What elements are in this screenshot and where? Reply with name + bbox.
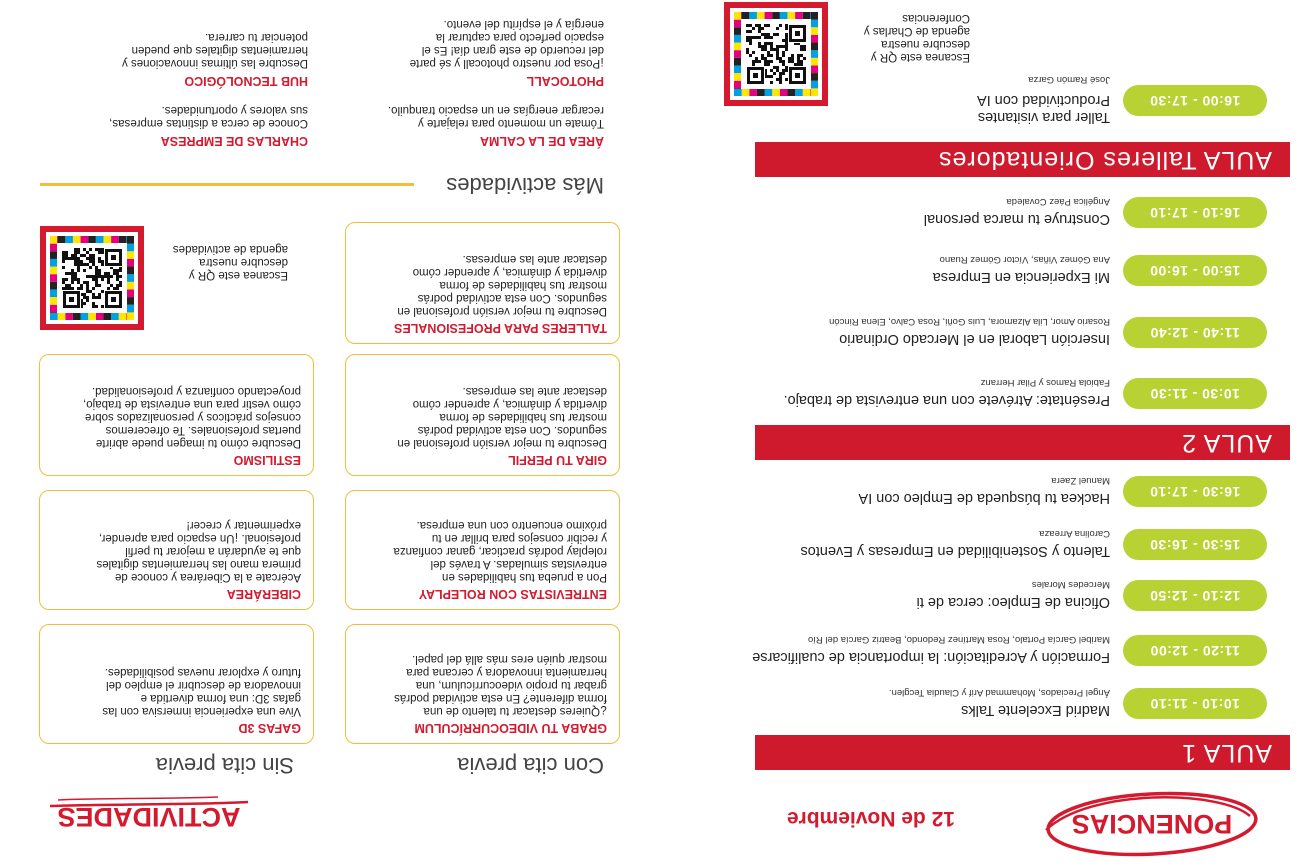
activity-title: GIRA TU PERFIL (508, 453, 607, 467)
activity-line: Descubre tu mejor versión profesional en (397, 437, 607, 449)
activity-line: Vive una experiencia inmersiva con las (102, 705, 301, 717)
mas-item-line: sus valores y oportunidades. (161, 104, 308, 116)
qr-caption-line: Escanea este QR y (188, 269, 288, 281)
activity-line: proyectando confianza y profesionalidad. (91, 385, 301, 397)
activity-line: destacar ante las empresas. (462, 253, 607, 265)
mas-item-charlas (38, 103, 308, 148)
talk-time: 11:20 - 12:00 (1123, 635, 1267, 666)
mas-item-line: potenciar tu carrera. (205, 31, 308, 43)
activity-line: cómo vestir para una entrevista de trabajo, (83, 398, 301, 410)
qr-caption-line: descubre nuestra (199, 256, 288, 268)
talk-time: 15:00 - 16:00 (1123, 255, 1267, 286)
talk-speakers: Ana Gómez Viñas, Víctor Gómez Ruano (939, 254, 1110, 265)
mas-item-line: Descubre las últimas innovaciones y (121, 57, 308, 69)
aula-talleres-header: AULA Talleres Orientadores (755, 142, 1290, 177)
ponencias-badge-text: PONENCIAS (1071, 809, 1233, 839)
talk-title: Taller para visitantes (977, 109, 1110, 125)
talk-title: Hackea tu búsqueda de Empleo con IA (858, 490, 1110, 506)
activity-line: profesional. ¡Un espacio para aprender, (98, 532, 301, 544)
mas-item-title: ÁREA DE LA CALMA (479, 134, 604, 148)
talk-speakers: José Ramón Garza (1028, 74, 1110, 85)
activity-title: CIBERÁREA (226, 587, 301, 601)
talk-time: 10:30 - 11:30 (1123, 378, 1267, 409)
actividades-title-text: ACTIVIDADES (57, 802, 241, 832)
mas-item-line: Tómate un momento para relajarte y (417, 117, 604, 129)
ponencias-badge (1042, 790, 1260, 860)
qr-code-ponencias[interactable] (724, 2, 828, 106)
activity-line: roleplay podrás practicar, ganar confianza (393, 545, 607, 557)
activity-line: segundos. Con esta actividad podrás (417, 424, 607, 436)
activity-line: innovadora de descubrir el empleo del (106, 679, 301, 691)
activity-line: Descubre tu mejor versión profesional en (397, 305, 607, 317)
talk-speakers: Mercedes Morales (1031, 579, 1110, 590)
talk-time: 16:00 - 17:30 (1123, 85, 1267, 116)
qr-caption-line: Conferencias (902, 12, 970, 24)
mas-item-line: recargar energías en un espacio tranquilo. (387, 104, 604, 116)
talk-speakers: Manuel Zaera (1051, 475, 1110, 486)
talk-speakers: Carolina Arreaza (1039, 528, 1110, 539)
talk-speakers: Maribel García Portalo, Rosa Martínez Redondo, Beatriz García del Río (807, 634, 1110, 645)
qr-caption-actividades (173, 242, 288, 281)
qr-caption-line: agenda de Charlas y (863, 25, 970, 37)
activity-line: que te ayudarán a mejorar tu perfil (125, 545, 301, 557)
activity-line: entrevistas simuladas. A través del (430, 558, 607, 570)
activity-line: divertida y dinámica, y aprender cómo (412, 266, 607, 278)
qr-icon (730, 8, 822, 100)
talk-time: 15:30 - 16:30 (1123, 529, 1267, 560)
sin-cita-heading: Sin cita previa (155, 753, 294, 778)
activity-line: primera mano las herramientas digitales (96, 558, 301, 570)
activity-line: mostrar tus habilidades de forma (439, 411, 607, 423)
aula-1-header: AULA 1 (755, 735, 1290, 770)
mas-item-line: Conoce de cerca a distintas empresas, (109, 117, 308, 129)
activity-card-estilismo (39, 354, 314, 476)
activity-card-videocurriculum (345, 624, 620, 744)
talk-time: 11:40 - 12:40 (1123, 317, 1267, 348)
talk-time: 16:10 - 17:10 (1123, 197, 1267, 228)
mas-item-line: ¡Posa por nuestro photocall y sé parte (409, 57, 604, 69)
aula-2-header: AULA 2 (755, 425, 1290, 460)
talk-title: Preséntate: Atrévete con una entrevista de trabajo. (783, 392, 1110, 408)
talk-speakers: Rosario Amor, Lila Alzamora, Luis Goñi, Rosa Calvo, Elena Rincón (829, 316, 1110, 327)
activity-title: ENTREVISTAS CON ROLEPLAY (418, 587, 607, 601)
activity-line: segundos. Con esta actividad podrás (417, 292, 607, 304)
qr-caption-line: agenda de actividades (172, 243, 288, 255)
activity-line: gafas 3D: una forma divertida e (140, 692, 301, 704)
mas-item-hub (38, 30, 308, 88)
mas-actividades-divider (40, 183, 414, 186)
talk-title: Oficina de Empleo: cerca de ti (916, 594, 1110, 610)
qr-caption-line: Escanea este QR y (870, 51, 970, 63)
talk-title: Construye tu marca personal (923, 211, 1110, 227)
talk-time: 16:30 - 17:10 (1123, 476, 1267, 507)
activity-card-roleplay (345, 490, 620, 610)
activity-line: consejos prácticos y personalizados sobre (84, 411, 301, 423)
qr-caption-ponencias (864, 11, 970, 63)
activity-line: experimentar y crecer! (186, 519, 301, 531)
activity-line: Acércate a la Ciberárea y conoce de (114, 571, 301, 583)
activity-line: Pon a prueba tus habilidades en (442, 571, 607, 583)
talk-time: 12:10 - 12:50 (1123, 580, 1267, 611)
activity-title: GRABA TU VIDEOCURRÍCULUM (414, 721, 607, 735)
activity-line: forma diferente? En esta actividad podrás (394, 692, 607, 704)
activity-title: ESTILISMO (233, 453, 301, 467)
activity-card-gafas-3d (39, 624, 314, 744)
activity-card-ciberarea (39, 490, 314, 610)
actividades-title (44, 794, 254, 838)
talk-title: Inserción Laboral en el Mercado Ordinario (839, 331, 1110, 347)
activity-line: próximo encuentro con una empresa. (416, 519, 607, 531)
activity-line: destacar ante las empresas. (462, 385, 607, 397)
activity-line: mostrar quién eres más allá del papel. (412, 653, 607, 665)
qr-icon (46, 232, 138, 324)
talk-speakers: Fabiola Ramos y Pilar Herranz (980, 377, 1110, 388)
activity-line: grabar tu propio videocurrículum, una (415, 679, 607, 691)
activity-line: futuro y explorar nuevas posibilidades. (104, 666, 301, 678)
mas-actividades-heading: Más actividades (446, 173, 604, 198)
qr-caption-line: descubre nuestra (881, 38, 970, 50)
mas-item-line: espacio perfecto para capturar la (435, 31, 604, 43)
talk-speakers: Angélica Páez Covaleda (1006, 196, 1110, 207)
activity-card-talleres (345, 222, 620, 344)
activity-title: GAFAS 3D (238, 721, 301, 735)
activity-line: mostrar tus habilidades de forma (439, 279, 607, 291)
qr-code-actividades[interactable] (40, 226, 144, 330)
talk-title: Talento y Sostenibilidad en Empresas y Eventos (800, 543, 1110, 559)
mas-item-title: PHOTOCALL (526, 74, 604, 88)
mas-item-title: HUB TECNOLÓGICO (184, 74, 308, 88)
con-cita-heading: Con cita previa (457, 753, 604, 778)
ponencias-date: 12 de Noviembre (786, 807, 955, 830)
activity-line: y recibir consejos para brillar en tu (431, 532, 607, 544)
activity-line: ¿Quieres destacar tu talento de una (423, 705, 607, 717)
talk-speakers: Ángel Preciados, Mohammad Arif y Claudia Tecglen. (888, 687, 1110, 698)
talk-title: Productividad con IA (977, 92, 1110, 108)
mas-item-line: energía y el espíritu del evento. (443, 18, 604, 30)
talk-title: Madrid Excelente Talks (961, 702, 1110, 718)
mas-item-calma (334, 103, 604, 148)
activity-line: puertas profesionales. Te ofreceremos (105, 424, 301, 436)
talk-time: 10:10 - 11:10 (1123, 688, 1267, 719)
talk-title: Formación y Acreditación: la importancia de cualificarse (752, 649, 1110, 665)
activity-line: herramienta innovadora y cercana para (406, 666, 607, 678)
activity-line: Descubre cómo tu imagen puede abrirte (95, 437, 301, 449)
activity-line: divertida y dinámica, y aprender cómo (412, 398, 607, 410)
mas-item-line: herramientas digitales que pueden (131, 44, 308, 56)
activity-title: TALLERES PARA PROFESIONALES (394, 321, 607, 335)
mas-item-line: del recuerdo de este gran día! Es el (421, 44, 604, 56)
talk-title: Mi Experiencia en Empresa (932, 269, 1110, 285)
mas-item-title: CHARLAS DE EMPRESA (160, 134, 308, 148)
mas-item-photocall (334, 17, 604, 88)
activity-card-gira-perfil (345, 354, 620, 476)
